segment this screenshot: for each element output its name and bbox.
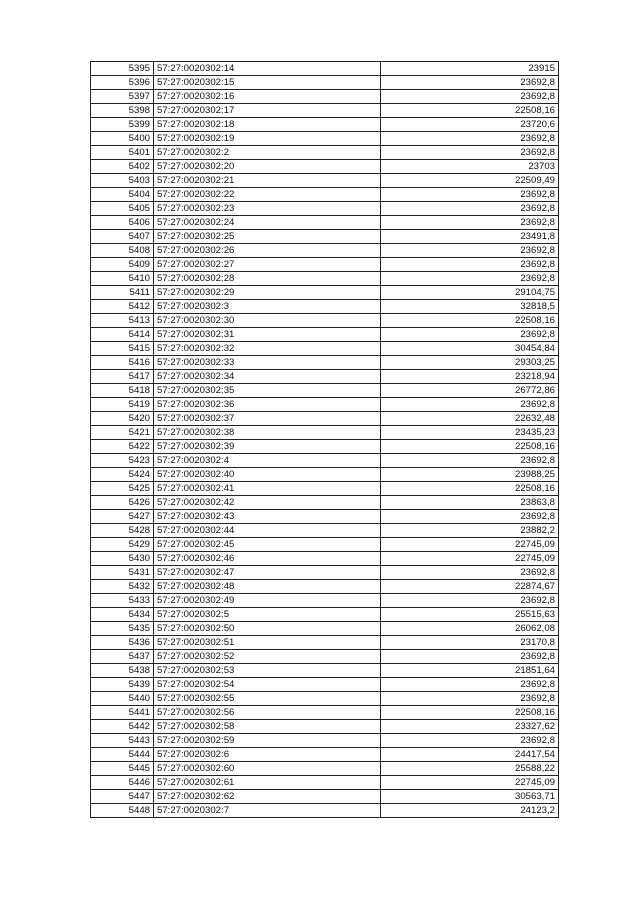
table-row bbox=[91, 244, 559, 258]
row-number-cell: 5400 bbox=[91, 132, 154, 146]
cadastral-value-table bbox=[90, 61, 559, 818]
value-cell: 23692,8 bbox=[381, 510, 559, 524]
table-row bbox=[91, 636, 559, 650]
table-row bbox=[91, 188, 559, 202]
cadastral-number-cell: 57:27:0020302:28 bbox=[154, 272, 381, 286]
cadastral-number-cell: 57:27:0020302:61 bbox=[154, 776, 381, 790]
table-row bbox=[91, 146, 559, 160]
cadastral-number-cell: 57:27:0020302:49 bbox=[154, 594, 381, 608]
row-number-cell: 5426 bbox=[91, 496, 154, 510]
row-number-cell: 5412 bbox=[91, 300, 154, 314]
row-number-cell: 5406 bbox=[91, 216, 154, 230]
value-cell: 22632,48 bbox=[381, 412, 559, 426]
cadastral-number-cell: 57:27:0020302:4 bbox=[154, 454, 381, 468]
cadastral-number-cell: 57:27:0020302:33 bbox=[154, 356, 381, 370]
table-row bbox=[91, 216, 559, 230]
table-row bbox=[91, 258, 559, 272]
table-row bbox=[91, 132, 559, 146]
table-row bbox=[91, 552, 559, 566]
row-number-cell: 5442 bbox=[91, 720, 154, 734]
cadastral-number-cell: 57:27:0020302:52 bbox=[154, 650, 381, 664]
value-cell: 23703 bbox=[381, 160, 559, 174]
row-number-cell: 5411 bbox=[91, 286, 154, 300]
cadastral-number-cell: 57:27:0020302:37 bbox=[154, 412, 381, 426]
row-number-cell: 5447 bbox=[91, 790, 154, 804]
value-cell: 23692,8 bbox=[381, 244, 559, 258]
value-cell: 23435,23 bbox=[381, 426, 559, 440]
row-number-cell: 5432 bbox=[91, 580, 154, 594]
table-row bbox=[91, 342, 559, 356]
cadastral-number-cell: 57:27:0020302:23 bbox=[154, 202, 381, 216]
value-cell: 22745,09 bbox=[381, 552, 559, 566]
row-number-cell: 5428 bbox=[91, 524, 154, 538]
table-row bbox=[91, 734, 559, 748]
cadastral-number-cell: 57:27:0020302:22 bbox=[154, 188, 381, 202]
row-number-cell: 5430 bbox=[91, 552, 154, 566]
value-cell: 23692,8 bbox=[381, 188, 559, 202]
row-number-cell: 5416 bbox=[91, 356, 154, 370]
row-number-cell: 5414 bbox=[91, 328, 154, 342]
row-number-cell: 5417 bbox=[91, 370, 154, 384]
row-number-cell: 5399 bbox=[91, 118, 154, 132]
value-cell: 22509,49 bbox=[381, 174, 559, 188]
row-number-cell: 5422 bbox=[91, 440, 154, 454]
cadastral-number-cell: 57:27:0020302:24 bbox=[154, 216, 381, 230]
value-cell: 22745,09 bbox=[381, 776, 559, 790]
value-cell: 23692,8 bbox=[381, 398, 559, 412]
value-cell: 23491,8 bbox=[381, 230, 559, 244]
value-cell: 23218,94 bbox=[381, 370, 559, 384]
cadastral-number-cell: 57:27:0020302:55 bbox=[154, 692, 381, 706]
cadastral-number-cell: 57:27:0020302:27 bbox=[154, 258, 381, 272]
table-row bbox=[91, 790, 559, 804]
row-number-cell: 5421 bbox=[91, 426, 154, 440]
row-number-cell: 5407 bbox=[91, 230, 154, 244]
row-number-cell: 5397 bbox=[91, 90, 154, 104]
table-row bbox=[91, 622, 559, 636]
row-number-cell: 5437 bbox=[91, 650, 154, 664]
value-cell: 22508,16 bbox=[381, 482, 559, 496]
row-number-cell: 5423 bbox=[91, 454, 154, 468]
row-number-cell: 5415 bbox=[91, 342, 154, 356]
value-cell: 22508,16 bbox=[381, 104, 559, 118]
cadastral-number-cell: 57:27:0020302:25 bbox=[154, 230, 381, 244]
cadastral-number-cell: 57:27:0020302:54 bbox=[154, 678, 381, 692]
cadastral-number-cell: 57:27:0020302:5 bbox=[154, 608, 381, 622]
table-row bbox=[91, 454, 559, 468]
cadastral-number-cell: 57:27:0020302:31 bbox=[154, 328, 381, 342]
table-row bbox=[91, 90, 559, 104]
row-number-cell: 5443 bbox=[91, 734, 154, 748]
value-cell: 22745,09 bbox=[381, 538, 559, 552]
row-number-cell: 5413 bbox=[91, 314, 154, 328]
row-number-cell: 5436 bbox=[91, 636, 154, 650]
cadastral-number-cell: 57:27:0020302:45 bbox=[154, 538, 381, 552]
cadastral-number-cell: 57:27:0020302:43 bbox=[154, 510, 381, 524]
row-number-cell: 5434 bbox=[91, 608, 154, 622]
table-row bbox=[91, 762, 559, 776]
value-cell: 23915 bbox=[381, 62, 559, 76]
row-number-cell: 5433 bbox=[91, 594, 154, 608]
table-row bbox=[91, 412, 559, 426]
cadastral-number-cell: 57:27:0020302:20 bbox=[154, 160, 381, 174]
row-number-cell: 5424 bbox=[91, 468, 154, 482]
value-cell: 21851,64 bbox=[381, 664, 559, 678]
value-cell: 29303,25 bbox=[381, 356, 559, 370]
row-number-cell: 5445 bbox=[91, 762, 154, 776]
cadastral-number-cell: 57:27:0020302:14 bbox=[154, 62, 381, 76]
cadastral-number-cell: 57:27:0020302:15 bbox=[154, 76, 381, 90]
cadastral-number-cell: 57:27:0020302:44 bbox=[154, 524, 381, 538]
cadastral-number-cell: 57:27:0020302:50 bbox=[154, 622, 381, 636]
cadastral-number-cell: 57:27:0020302:59 bbox=[154, 734, 381, 748]
row-number-cell: 5444 bbox=[91, 748, 154, 762]
value-cell: 23692,8 bbox=[381, 734, 559, 748]
row-number-cell: 5403 bbox=[91, 174, 154, 188]
row-number-cell: 5429 bbox=[91, 538, 154, 552]
cadastral-number-cell: 57:27:0020302:36 bbox=[154, 398, 381, 412]
cadastral-number-cell: 57:27:0020302:3 bbox=[154, 300, 381, 314]
cadastral-number-cell: 57:27:0020302:42 bbox=[154, 496, 381, 510]
value-cell: 23720,6 bbox=[381, 118, 559, 132]
value-cell: 29104,75 bbox=[381, 286, 559, 300]
value-cell: 23863,8 bbox=[381, 496, 559, 510]
table-row bbox=[91, 440, 559, 454]
value-cell: 23170,8 bbox=[381, 636, 559, 650]
cadastral-number-cell: 57:27:0020302:26 bbox=[154, 244, 381, 258]
value-cell: 23692,8 bbox=[381, 216, 559, 230]
row-number-cell: 5410 bbox=[91, 272, 154, 286]
table-row bbox=[91, 76, 559, 90]
table-row bbox=[91, 468, 559, 482]
value-cell: 24417,54 bbox=[381, 748, 559, 762]
cadastral-number-cell: 57:27:0020302:7 bbox=[154, 804, 381, 818]
cadastral-number-cell: 57:27:0020302:53 bbox=[154, 664, 381, 678]
row-number-cell: 5438 bbox=[91, 664, 154, 678]
cadastral-number-cell: 57:27:0020302:35 bbox=[154, 384, 381, 398]
cadastral-number-cell: 57:27:0020302:47 bbox=[154, 566, 381, 580]
value-cell: 23692,8 bbox=[381, 650, 559, 664]
row-number-cell: 5396 bbox=[91, 76, 154, 90]
cadastral-number-cell: 57:27:0020302:30 bbox=[154, 314, 381, 328]
value-cell: 23692,8 bbox=[381, 202, 559, 216]
cadastral-number-cell: 57:27:0020302:38 bbox=[154, 426, 381, 440]
table-row bbox=[91, 776, 559, 790]
table-row bbox=[91, 160, 559, 174]
row-number-cell: 5418 bbox=[91, 384, 154, 398]
row-number-cell: 5402 bbox=[91, 160, 154, 174]
cadastral-number-cell: 57:27:0020302:29 bbox=[154, 286, 381, 300]
value-cell: 23988,25 bbox=[381, 468, 559, 482]
table-row bbox=[91, 538, 559, 552]
cadastral-number-cell: 57:27:0020302:16 bbox=[154, 90, 381, 104]
value-cell: 23692,8 bbox=[381, 76, 559, 90]
table-row bbox=[91, 580, 559, 594]
table-row bbox=[91, 524, 559, 538]
row-number-cell: 5420 bbox=[91, 412, 154, 426]
cadastral-number-cell: 57:27:0020302:39 bbox=[154, 440, 381, 454]
row-number-cell: 5431 bbox=[91, 566, 154, 580]
value-cell: 22508,16 bbox=[381, 314, 559, 328]
cadastral-number-cell: 57:27:0020302:60 bbox=[154, 762, 381, 776]
cadastral-number-cell: 57:27:0020302:62 bbox=[154, 790, 381, 804]
table-row bbox=[91, 608, 559, 622]
cadastral-number-cell: 57:27:0020302:6 bbox=[154, 748, 381, 762]
row-number-cell: 5441 bbox=[91, 706, 154, 720]
table-row bbox=[91, 804, 559, 818]
cadastral-number-cell: 57:27:0020302:41 bbox=[154, 482, 381, 496]
value-cell: 23692,8 bbox=[381, 454, 559, 468]
table-row bbox=[91, 314, 559, 328]
table-row bbox=[91, 174, 559, 188]
cadastral-number-cell: 57:27:0020302:32 bbox=[154, 342, 381, 356]
table-row bbox=[91, 384, 559, 398]
cadastral-number-cell: 57:27:0020302:19 bbox=[154, 132, 381, 146]
value-cell: 23692,8 bbox=[381, 692, 559, 706]
table-row bbox=[91, 426, 559, 440]
table-row bbox=[91, 678, 559, 692]
row-number-cell: 5440 bbox=[91, 692, 154, 706]
table-row bbox=[91, 356, 559, 370]
value-cell: 23692,8 bbox=[381, 678, 559, 692]
value-cell: 30454,84 bbox=[381, 342, 559, 356]
table-row bbox=[91, 300, 559, 314]
value-cell: 23692,8 bbox=[381, 90, 559, 104]
table-row bbox=[91, 566, 559, 580]
table-row bbox=[91, 328, 559, 342]
table-row bbox=[91, 398, 559, 412]
table-row bbox=[91, 230, 559, 244]
value-cell: 23692,8 bbox=[381, 328, 559, 342]
cadastral-number-cell: 57:27:0020302:34 bbox=[154, 370, 381, 384]
table-row bbox=[91, 720, 559, 734]
value-cell: 22508,16 bbox=[381, 440, 559, 454]
table-row bbox=[91, 286, 559, 300]
value-cell: 22874,67 bbox=[381, 580, 559, 594]
value-cell: 23692,8 bbox=[381, 258, 559, 272]
table-row bbox=[91, 664, 559, 678]
cadastral-number-cell: 57:27:0020302:58 bbox=[154, 720, 381, 734]
row-number-cell: 5404 bbox=[91, 188, 154, 202]
row-number-cell: 5405 bbox=[91, 202, 154, 216]
table-row bbox=[91, 748, 559, 762]
cadastral-number-cell: 57:27:0020302:56 bbox=[154, 706, 381, 720]
cadastral-number-cell: 57:27:0020302:2 bbox=[154, 146, 381, 160]
row-number-cell: 5395 bbox=[91, 62, 154, 76]
table-row bbox=[91, 706, 559, 720]
table-body bbox=[91, 62, 559, 818]
cadastral-number-cell: 57:27:0020302:46 bbox=[154, 552, 381, 566]
value-cell: 23692,8 bbox=[381, 594, 559, 608]
value-cell: 23692,8 bbox=[381, 566, 559, 580]
table-row bbox=[91, 202, 559, 216]
value-cell: 24123,2 bbox=[381, 804, 559, 818]
cadastral-number-cell: 57:27:0020302:48 bbox=[154, 580, 381, 594]
table-row bbox=[91, 496, 559, 510]
cadastral-number-cell: 57:27:0020302:21 bbox=[154, 174, 381, 188]
cadastral-number-cell: 57:27:0020302:18 bbox=[154, 118, 381, 132]
table-row bbox=[91, 370, 559, 384]
table-row bbox=[91, 118, 559, 132]
row-number-cell: 5401 bbox=[91, 146, 154, 160]
row-number-cell: 5425 bbox=[91, 482, 154, 496]
cadastral-number-cell: 57:27:0020302:51 bbox=[154, 636, 381, 650]
row-number-cell: 5427 bbox=[91, 510, 154, 524]
table-row bbox=[91, 482, 559, 496]
row-number-cell: 5409 bbox=[91, 258, 154, 272]
value-cell: 25588,22 bbox=[381, 762, 559, 776]
row-number-cell: 5398 bbox=[91, 104, 154, 118]
value-cell: 30563,71 bbox=[381, 790, 559, 804]
row-number-cell: 5446 bbox=[91, 776, 154, 790]
table-row bbox=[91, 272, 559, 286]
table-row bbox=[91, 104, 559, 118]
row-number-cell: 5435 bbox=[91, 622, 154, 636]
cadastral-number-cell: 57:27:0020302:40 bbox=[154, 468, 381, 482]
value-cell: 25515,63 bbox=[381, 608, 559, 622]
cadastral-number-cell: 57:27:0020302:17 bbox=[154, 104, 381, 118]
value-cell: 26772,86 bbox=[381, 384, 559, 398]
row-number-cell: 5419 bbox=[91, 398, 154, 412]
value-cell: 23692,8 bbox=[381, 272, 559, 286]
table-row bbox=[91, 510, 559, 524]
row-number-cell: 5448 bbox=[91, 804, 154, 818]
table-row bbox=[91, 594, 559, 608]
table-row bbox=[91, 62, 559, 76]
row-number-cell: 5408 bbox=[91, 244, 154, 258]
table-row bbox=[91, 692, 559, 706]
row-number-cell: 5439 bbox=[91, 678, 154, 692]
value-cell: 26062,08 bbox=[381, 622, 559, 636]
value-cell: 22508,16 bbox=[381, 706, 559, 720]
value-cell: 23327,62 bbox=[381, 720, 559, 734]
table-row bbox=[91, 650, 559, 664]
value-cell: 23692,8 bbox=[381, 132, 559, 146]
value-cell: 23692,8 bbox=[381, 146, 559, 160]
value-cell: 23882,2 bbox=[381, 524, 559, 538]
value-cell: 32818,5 bbox=[381, 300, 559, 314]
